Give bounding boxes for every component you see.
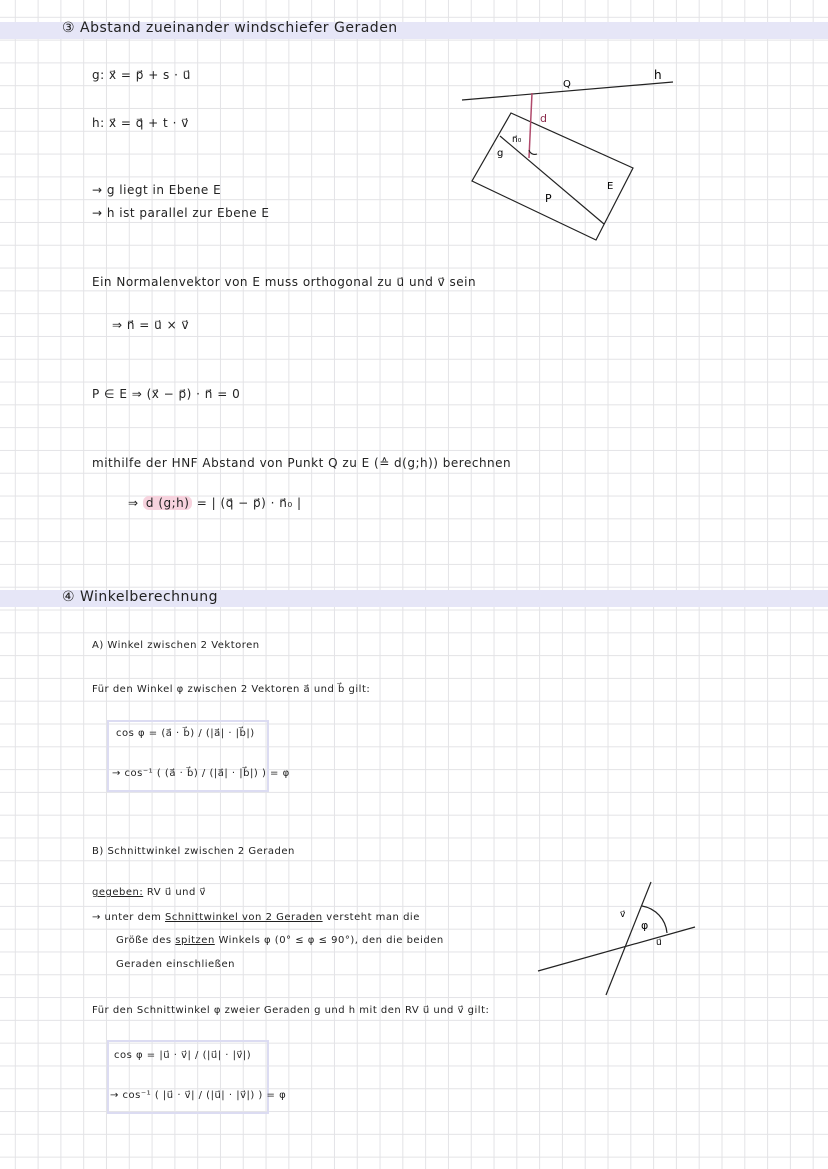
label-n0: n⃗₀: [512, 135, 522, 145]
line-g: [500, 136, 604, 224]
label-v: v⃗: [620, 910, 626, 920]
label-phi: φ: [641, 919, 649, 932]
arccos-formula-a: → cos⁻¹ ( (a⃗ · b⃗) / (|a⃗| · |b⃗|) ) = φ: [112, 768, 290, 779]
underlined-term: spitzen: [175, 935, 215, 946]
plane-E: [472, 113, 633, 240]
definition-line-3: Geraden einschließen: [116, 959, 235, 970]
intersection-angle-diagram: [538, 882, 695, 995]
label-d: d: [540, 112, 547, 125]
result-arrow: ⇒: [128, 496, 139, 510]
plane-equation: P ∈ E ⇒ (x⃗ − p⃗) · n⃗ = 0: [92, 387, 241, 401]
subsection-a-title: A) Winkel zwischen 2 Vektoren: [92, 640, 260, 651]
label-h: h: [654, 68, 662, 82]
label-E: E: [607, 181, 614, 192]
distance-lhs: d (g;h): [143, 496, 193, 510]
text: Winkels φ (0° ≤ φ ≤ 90°), den die beiden: [218, 935, 444, 946]
normal-vector-text: Ein Normalenvektor von E muss orthogonal zu u⃗ und v⃗ sein: [92, 275, 477, 289]
text: versteht man die: [326, 912, 420, 923]
definition-line-2: [116, 935, 444, 946]
arccos-formula-b: → cos⁻¹ ( |u⃗ · v⃗| / (|u⃗| · |v⃗|) ) = φ: [110, 1090, 287, 1101]
skew-lines-diagram: [462, 82, 673, 240]
subsection-b-text: Für den Schnittwinkel φ zweier Geraden g und h mit den RV u⃗ und v⃗ gilt:: [92, 1005, 490, 1016]
subsection-a-text: Für den Winkel φ zwischen 2 Vektoren a⃗ und b⃗ gilt:: [92, 684, 371, 695]
line-v: [606, 882, 651, 995]
underlined-term: Schnittwinkel von 2 Geraden: [165, 912, 323, 923]
section3-title: ③ Abstand zueinander windschiefer Geraden: [62, 20, 398, 36]
subsection-b-title: B) Schnittwinkel zwischen 2 Geraden: [92, 846, 295, 857]
note-h-parallel: → h ist parallel zur Ebene E: [92, 206, 270, 220]
line-g-equation: g: x⃗ = p⃗ + s · u⃗: [92, 68, 191, 82]
distance-rhs: = | (q⃗ − p⃗) · n⃗₀ |: [196, 496, 302, 510]
section4-title: ④ Winkelberechnung: [62, 589, 219, 605]
right-angle-mark: [529, 150, 537, 154]
label-P: P: [545, 192, 552, 205]
hnf-text: mithilfe der HNF Abstand von Punkt Q zu E (≙ d(g;h)) berechnen: [92, 456, 512, 470]
label-u: u⃗: [656, 938, 662, 948]
cos-formula-b: cos φ = |u⃗ · v⃗| / (|u⃗| · |v⃗|): [114, 1050, 252, 1061]
definition-line-1: [92, 912, 420, 923]
line-h-equation: h: x⃗ = q⃗ + t · v⃗: [92, 116, 189, 130]
given-line: [92, 887, 206, 898]
given-label: gegeben:: [92, 887, 144, 898]
cos-formula-a: cos φ = (a⃗ · b⃗) / (|a⃗| · |b⃗|): [116, 728, 255, 739]
note-g-in-plane: → g liegt in Ebene E: [92, 183, 222, 197]
given-value: RV u⃗ und v⃗: [146, 887, 206, 898]
text: → unter dem: [92, 912, 162, 923]
line-u: [538, 927, 695, 971]
text: Größe des: [116, 935, 172, 946]
label-Q: Q: [563, 79, 571, 90]
cross-product-formula: ⇒ n⃗ = u⃗ × v⃗: [112, 318, 190, 332]
distance-d: [529, 93, 532, 158]
label-g: g: [497, 148, 504, 159]
